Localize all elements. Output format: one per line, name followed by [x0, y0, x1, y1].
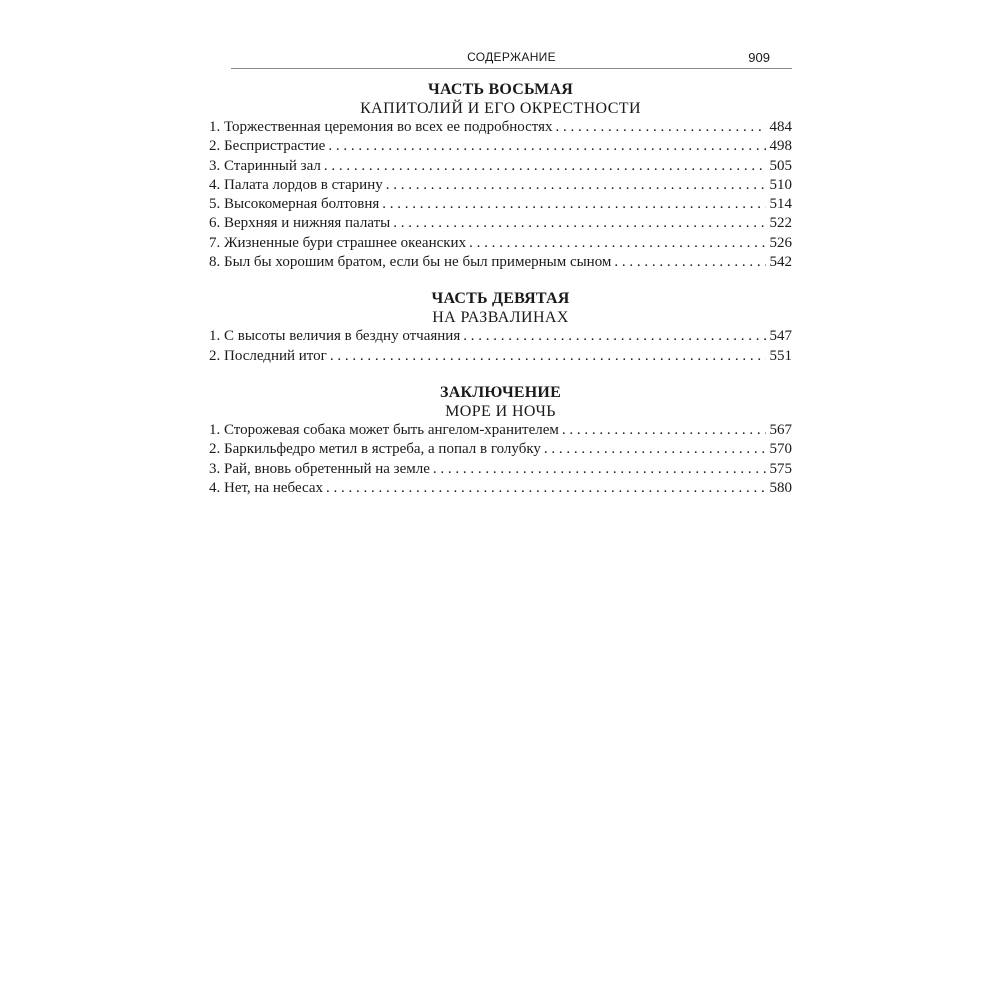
toc-list	[209, 421, 792, 498]
dot-leader	[326, 479, 765, 498]
toc-entry-page: 526	[769, 234, 792, 251]
dot-leader	[393, 214, 765, 233]
toc-entry-page: 484	[769, 119, 792, 135]
dot-leader	[386, 176, 766, 195]
toc-entry-page: 505	[769, 157, 792, 174]
dot-leader	[463, 327, 765, 346]
dot-leader	[614, 253, 765, 272]
toc-entry-title: 2. Последний итог	[209, 347, 327, 364]
page-number: 909	[748, 50, 770, 65]
toc-entry-page: 510	[769, 176, 792, 193]
toc-entry-page: 551	[769, 347, 792, 364]
running-head	[231, 48, 792, 69]
toc-entry	[209, 234, 792, 253]
toc-entry-title: 7. Жизненные бури страшнее океанских	[209, 234, 467, 251]
toc-list	[209, 118, 792, 272]
toc-entry	[209, 157, 792, 176]
toc-entry-title: 8. Был бы хорошим братом, если бы не был примерным сыном	[209, 254, 612, 271]
toc-entry	[209, 253, 792, 272]
toc-entry-page: 575	[769, 460, 792, 477]
section-title: ЗАКЛЮЧЕНИЕ	[440, 383, 561, 401]
dot-leader	[328, 137, 765, 156]
toc-entry	[209, 440, 792, 459]
section-subtitle: КАПИТОЛИЙ И ЕГО ОКРЕСТНОСТИ	[360, 100, 641, 117]
dot-leader	[562, 421, 766, 440]
dot-leader	[382, 195, 765, 214]
toc-entry	[209, 195, 792, 214]
section-subtitle: МОРЕ И НОЧЬ	[445, 402, 556, 420]
toc-entry	[209, 176, 792, 195]
toc-entry-page: 542	[769, 254, 792, 271]
toc-entry-page: 580	[769, 479, 792, 496]
toc-entry-page: 514	[769, 196, 792, 213]
toc-entry	[209, 327, 792, 346]
toc-entry-title: 3. Старинный зал	[209, 157, 321, 174]
toc-entry	[209, 347, 792, 366]
section-title: ЧАСТЬ ДЕВЯТАЯ	[431, 290, 570, 308]
toc-entry-page: 498	[769, 138, 792, 155]
toc-section-part-nine	[209, 290, 792, 366]
toc-entry	[209, 214, 792, 233]
toc-entry-title: 4. Нет, на небесах	[209, 479, 324, 496]
toc-entry-page: 570	[769, 441, 792, 458]
toc-page	[209, 48, 792, 498]
toc-entry-title: 2. Баркильфедро метил в ястреба, а попал в голубку	[209, 441, 541, 458]
running-title: СОДЕРЖАНИЕ	[467, 50, 556, 64]
toc-entry-page: 522	[769, 215, 792, 232]
toc-entry-title: 1. С высоты величия в бездну отчаяния	[209, 328, 461, 345]
toc-entry-title: 2. Беспристрастие	[209, 138, 326, 155]
toc-section-part-eight	[209, 81, 792, 272]
toc-entry-page: 567	[769, 421, 792, 438]
toc-entry	[209, 118, 792, 137]
toc-entry-page: 547	[769, 328, 792, 345]
toc-entry-title: 4. Палата лордов в старину	[209, 176, 383, 193]
dot-leader	[330, 347, 766, 366]
toc-list	[209, 327, 792, 366]
dot-leader	[469, 234, 765, 253]
toc-entry	[209, 137, 792, 156]
toc-entry-title: 5. Высокомерная болтовня	[209, 196, 380, 213]
dot-leader	[433, 460, 766, 479]
toc-entry	[209, 460, 792, 479]
dot-leader	[556, 118, 766, 137]
toc-entry	[209, 421, 792, 440]
toc-entry-title: 1. Сторожевая собака может быть ангелом-хранителем	[209, 421, 559, 438]
toc-entry-title: 3. Рай, вновь обретенный на земле	[209, 460, 430, 477]
dot-leader	[544, 440, 766, 459]
toc-entry-title: 6. Верхняя и нижняя палаты	[209, 215, 391, 232]
section-title: ЧАСТЬ ВОСЬМАЯ	[428, 81, 573, 98]
dot-leader	[324, 157, 766, 176]
toc-entry	[209, 479, 792, 498]
section-subtitle: НА РАЗВАЛИНАХ	[432, 309, 569, 327]
toc-entry-title: 1. Торжественная церемония во всех ее подробностях	[209, 119, 553, 135]
toc-section-conclusion	[209, 384, 792, 498]
